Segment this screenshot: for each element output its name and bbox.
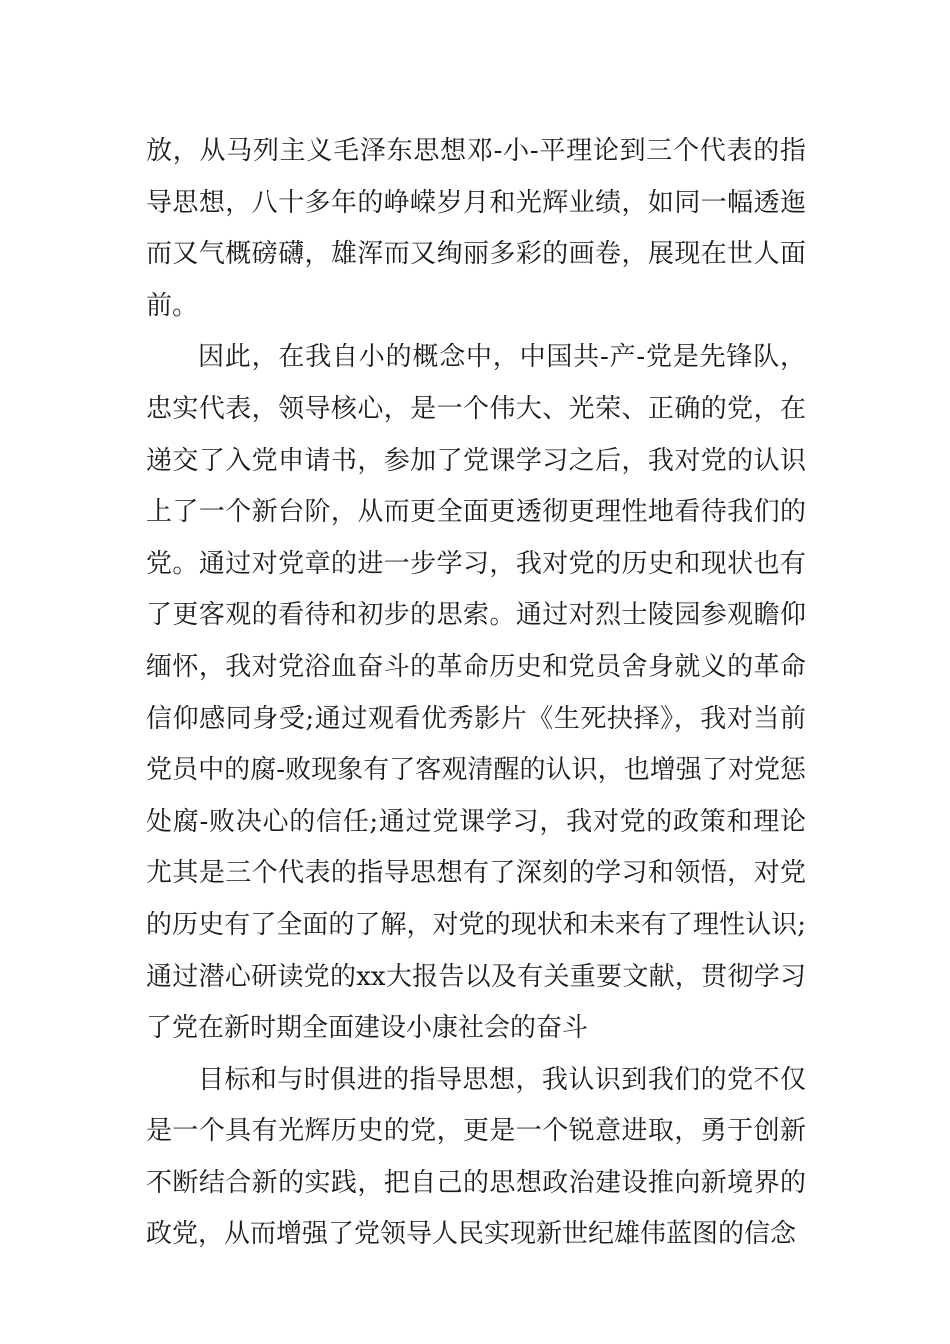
document-body <box>146 126 806 1261</box>
paragraph-goals-and-thinking: 目标和与时俱进的指导思想，我认识到我们的党不仅是一个具有光辉历史的党，更是一个锐意进取，勇于创新不断结合新的实践，把自己的思想政治建设推向新境界的政党，从而增强了党领导人民实现新世纪雄伟蓝图的信念 <box>146 1064 806 1250</box>
paragraph-party-understanding: 因此，在我自小的概念中，中国共-产-党是先锋队，忠实代表，领导核心，是一个伟大、光荣、正确的党，在递交了入党申请书，参加了党课学习之后，我对党的认识上了一个新台阶，从而更全面更透彻更理性地看待我们的党。通过对党章的进一步学习，我对党的历史和现状也有了更客观的看待和初步的思索。通过对烈士陵园参观瞻仰缅怀，我对党浴血奋斗的革命历史和党员舍身就义的革命信仰感同身受;通过观看优秀影片《生死抉择》，我对当前党员中的腐-败现象有了客观清醒的认识，也增强了对党惩处腐-败决心的信任;通过党课学习，我对党的政策和理论尤其是三个代表的指导思想有了深刻的学习和领悟，对党的历史有了全面的了解，对党的现状和未来有了理性认识;通过潜心研读党的xx大报告以及有关重要文献，贯彻学习了党在新时期全面建设小康社会的奋斗 <box>146 342 806 1044</box>
paragraph-continuation: 放，从马列主义毛泽东思想邓-小-平理论到三个代表的指导思想，八十多年的峥嵘岁月和光辉业绩，如同一幅透迤而又气概磅礴，雄浑而又绚丽多彩的画卷，展现在世人面前。 <box>146 136 806 321</box>
